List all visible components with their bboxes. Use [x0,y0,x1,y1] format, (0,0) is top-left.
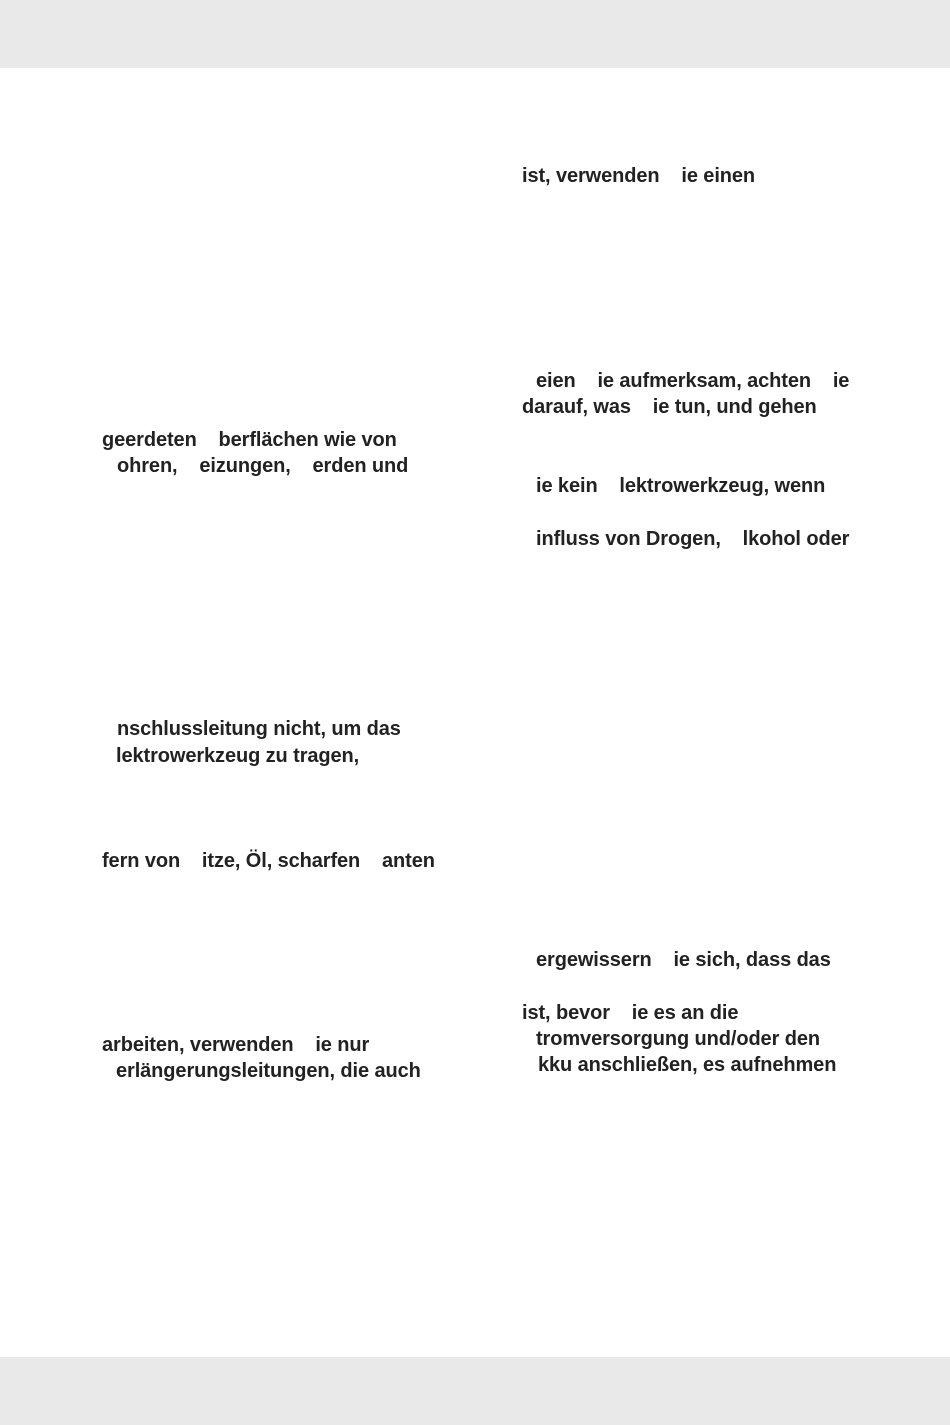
top-gray-band [0,0,950,68]
right-line-1: ist, verwenden ie einen [522,165,756,187]
right-line-3: darauf, was ie tun, und gehen [522,396,817,418]
left-line-4: lektrowerkzeug zu tragen, [116,745,360,767]
right-line-6: ergewissern ie sich, dass das [536,949,831,971]
left-line-2: ohren, eizungen, erden und [117,455,409,477]
left-line-6: arbeiten, verwenden ie nur [102,1034,370,1056]
right-line-5: influss von Drogen, lkohol oder [536,528,850,550]
left-line-1: geerdeten berflächen wie von [102,429,397,451]
left-line-5: fern von itze, Öl, scharfen anten [102,850,435,872]
bottom-gray-band [0,1357,950,1425]
right-line-4: ie kein lektrowerkzeug, wenn [536,475,826,497]
left-line-3: nschlussleitung nicht, um das [117,718,401,740]
right-line-2: eien ie aufmerksam, achten ie [536,370,850,392]
left-line-7: erlängerungsleitungen, die auch [116,1060,421,1082]
right-line-7: ist, bevor ie es an die [522,1002,739,1024]
right-line-8: tromversorgung und/oder den [536,1028,820,1050]
right-line-9: kku anschließen, es aufnehmen [538,1054,837,1076]
